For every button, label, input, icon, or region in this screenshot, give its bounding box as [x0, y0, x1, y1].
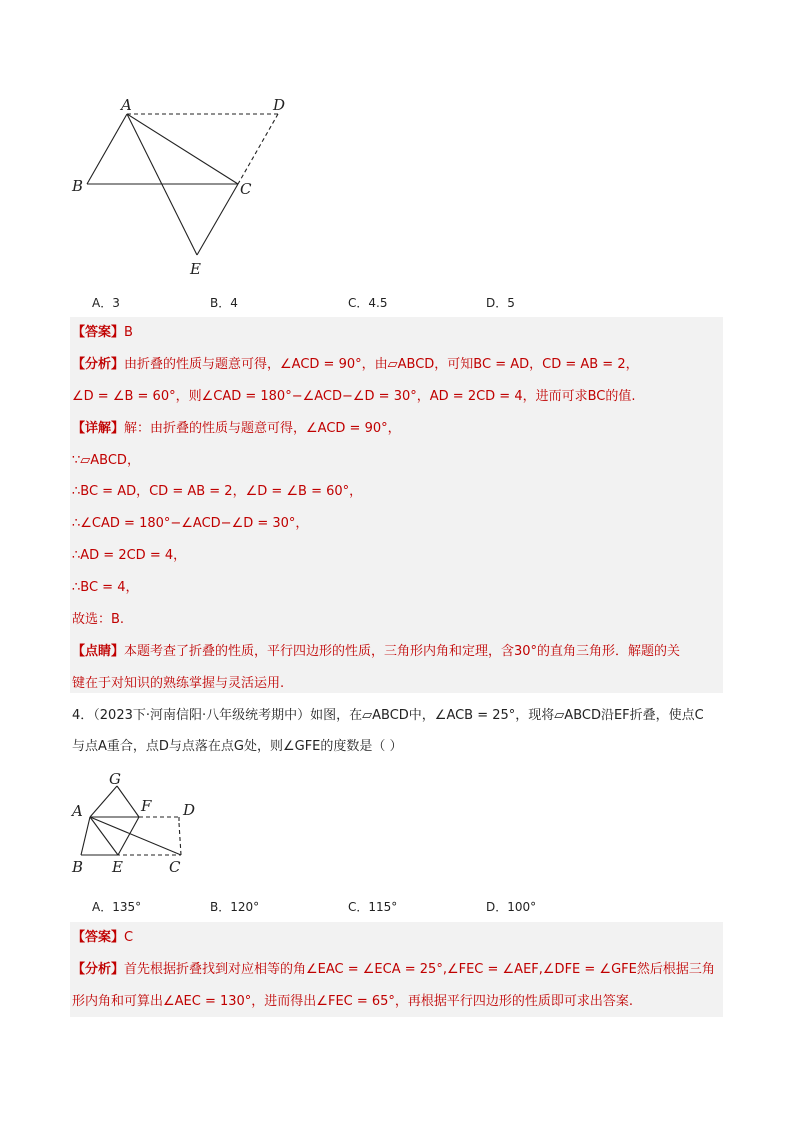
label-A: A	[72, 802, 83, 820]
option-b: B．120°	[210, 900, 260, 914]
label-F: F	[141, 797, 152, 815]
figure-2-diagram	[66, 768, 216, 880]
options-q4	[92, 898, 732, 918]
label-G: G	[109, 770, 121, 788]
question-4-line-2: 与点A重合，点D与点落在点G处，则∠GFE的度数是（ ）	[72, 739, 403, 754]
option-b: B．4	[210, 296, 238, 310]
option-d: D．5	[486, 296, 515, 310]
detail-line-5: ∴AD = 2CD = 4，	[72, 548, 187, 563]
option-a: A．3	[92, 296, 120, 310]
detail-line-1: 【详解】解：由折叠的性质与题意可得，∠ACD = 90°，	[72, 421, 401, 436]
label-E: E	[112, 858, 123, 876]
analysis-line-2: 形内角和可算出∠AEC = 130°，进而得出∠FEC = 65°，再根据平行四边形的性质即可求出答案.	[72, 994, 634, 1009]
options-q3	[92, 294, 732, 314]
label-E: E	[190, 260, 201, 278]
analysis-line-1: 【分析】由折叠的性质与题意可得，∠ACD = 90°，由▱ABCD，可知BC = AD，CD = AB = 2，	[72, 357, 639, 372]
option-c: C．4.5	[348, 296, 388, 310]
label-D: D	[273, 96, 286, 114]
answer-line: 【答案】C	[72, 930, 134, 945]
comment-line-1: 【点睛】本题考查了折叠的性质，平行四边形的性质，三角形内角和定理，含30°的直角三角形．解题的关	[72, 644, 681, 659]
label-C: C	[240, 180, 252, 198]
analysis-line-1: 【分析】首先根据折叠找到对应相等的角∠EAC = ∠ECA = 25°,∠FEC = ∠AEF,∠DFE = ∠GFE然后根据三角	[72, 962, 715, 977]
detail-line-2: ∵▱ABCD，	[72, 453, 140, 468]
figure-1-diagram	[66, 92, 296, 282]
detail-line-3: ∴BC = AD，CD = AB = 2，∠D = ∠B = 60°，	[72, 484, 363, 499]
answer-line: 【答案】B	[72, 325, 133, 340]
label-B: B	[72, 177, 84, 195]
analysis-line-2: ∠D = ∠B = 60°，则∠CAD = 180°−∠ACD−∠D = 30°，AD = 2CD = 4，进而可求BC的值.	[72, 389, 636, 404]
detail-line-4: ∴∠CAD = 180°−∠ACD−∠D = 30°，	[72, 516, 309, 531]
label-D: D	[183, 801, 196, 819]
detail-line-6: ∴BC = 4，	[72, 580, 139, 595]
detail-line-7: 故选：B.	[72, 612, 125, 627]
label-A: A	[121, 96, 132, 114]
option-c: C．115°	[348, 900, 398, 914]
label-B: B	[72, 858, 84, 876]
comment-line-2: 键在于对知识的熟练掌握与灵活运用.	[72, 676, 285, 691]
option-d: D．100°	[486, 900, 537, 914]
label-C: C	[169, 858, 181, 876]
question-4-line-1: 4．（2023下·河南信阳·八年级统考期中）如图，在▱ABCD中，∠ACB = 25°，现将▱ABCD沿EF折叠，使点C	[72, 708, 704, 723]
option-a: A．135°	[92, 900, 142, 914]
